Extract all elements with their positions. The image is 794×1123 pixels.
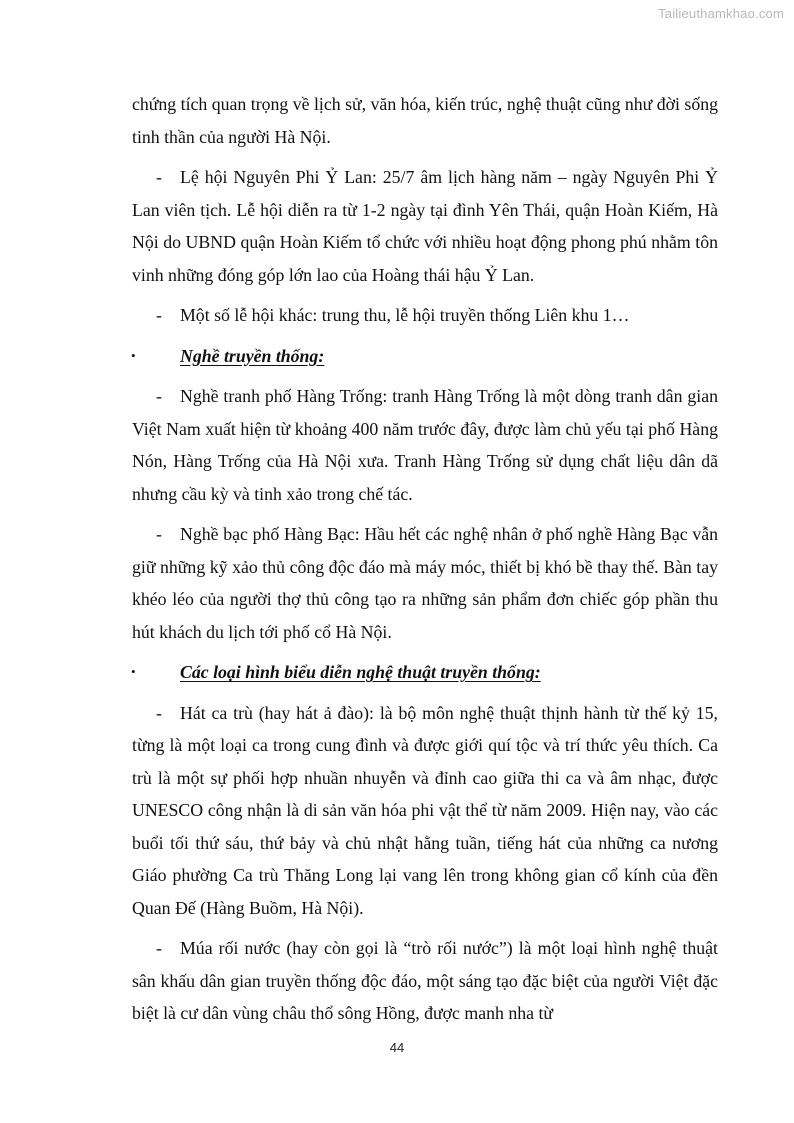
dash-marker: - xyxy=(156,305,162,325)
dash-marker: - xyxy=(156,524,162,544)
list-item-text: Hát ca trù (hay hát ả đào): là bộ môn nghệ thuật thịnh hành từ thế kỷ 15, từng là một loại ca trong cung đình và được giới quí tộc và trí thức yêu thích. Ca trù là một sự phối hợp nhuần nhuyễn và đỉnh cao giữa thi ca và âm nhạc, được UNESCO công nhận là di sản văn hóa phi vật thể từ năm 2009. Hiện nay, vào các buổi tối thứ sáu, thứ bảy và chủ nhật hằng tuần, tiếng hát của những ca nương Giáo phường Ca trù Thăng Long lại vang lên trong không gian cổ kính của đền Quan Đế (Hàng Buồm, Hà Nội). xyxy=(132,702,718,918)
list-item-hang-bac-silver xyxy=(132,518,718,648)
dash-marker: - xyxy=(156,938,162,958)
section-heading-traditional-crafts xyxy=(132,340,718,373)
paragraph-continuation: chứng tích quan trọng về lịch sử, văn hóa, kiến trúc, nghệ thuật cũng như đời sống tinh thần của người Hà Nội. xyxy=(132,94,718,147)
list-item-text: Lệ hội Nguyên Phi Ỷ Lan: 25/7 âm lịch hàng năm – ngày Nguyên Phi Ỷ Lan viên tịch. Lễ hội diễn ra từ 1-2 ngày tại đình Yên Thái, quận Hoàn Kiếm, Hà Nội do UBND quận Hoàn Kiếm tổ chức với nhiều hoạt động phong phú nhằm tôn vinh những đóng góp lớn lao của Hoàng thái hậu Ỷ Lan. xyxy=(132,167,718,285)
list-item-water-puppetry xyxy=(132,932,718,1030)
heading-text: Nghề truyền thống: xyxy=(180,345,325,366)
list-item-ca-tru xyxy=(132,697,718,925)
list-item-other-festivals xyxy=(132,299,718,332)
section-heading-performing-arts xyxy=(132,656,718,689)
dash-marker: - xyxy=(156,167,162,187)
list-item-hang-trong-painting xyxy=(132,380,718,510)
dash-marker: - xyxy=(156,386,162,406)
bullet-icon: • xyxy=(131,347,136,363)
list-item-text: Múa rối nước (hay còn gọi là “trò rối nước”) là một loại hình nghệ thuật sân khấu dân gian truyền thống độc đáo, một sáng tạo đặc biệt của người Việt đặc biệt là cư dân vùng châu thổ sông Hồng, được manh nha từ xyxy=(132,938,718,1023)
list-item-text: Nghề tranh phố Hàng Trống: tranh Hàng Trống là một dòng tranh dân gian Việt Nam xuất hiện từ khoảng 400 năm trước đây, được làm chủ yếu tại phố Hàng Nón, Hàng Trống của Hà Nội xưa. Tranh Hàng Trống sử dụng chất liệu dân dã nhưng cầu kỳ và tinh xảo trong chế tác. xyxy=(132,386,718,504)
list-item-ylan-festival xyxy=(132,161,718,291)
page-number: 44 xyxy=(389,1040,405,1055)
heading-text: Các loại hình biểu diễn nghệ thuật truyền thống: xyxy=(180,662,541,682)
list-item-text: Một số lễ hội khác: trung thu, lễ hội truyền thống Liên khu 1… xyxy=(180,305,630,325)
bullet-icon: • xyxy=(131,664,136,679)
watermark: Tailieuthamkhao.com xyxy=(658,6,784,21)
dash-marker: - xyxy=(156,702,162,723)
document-body xyxy=(132,88,718,1038)
list-item-text: Nghề bạc phố Hàng Bạc: Hầu hết các nghệ nhân ở phố nghề Hàng Bạc vẫn giữ những kỹ xảo thủ công độc đáo mà máy móc, thiết bị khó bề thay thế. Bàn tay khéo léo của người thợ thủ công tạo ra những sản phẩm đơn chiếc góp phần thu hút khách du lịch tới phố cổ Hà Nội. xyxy=(132,524,718,642)
